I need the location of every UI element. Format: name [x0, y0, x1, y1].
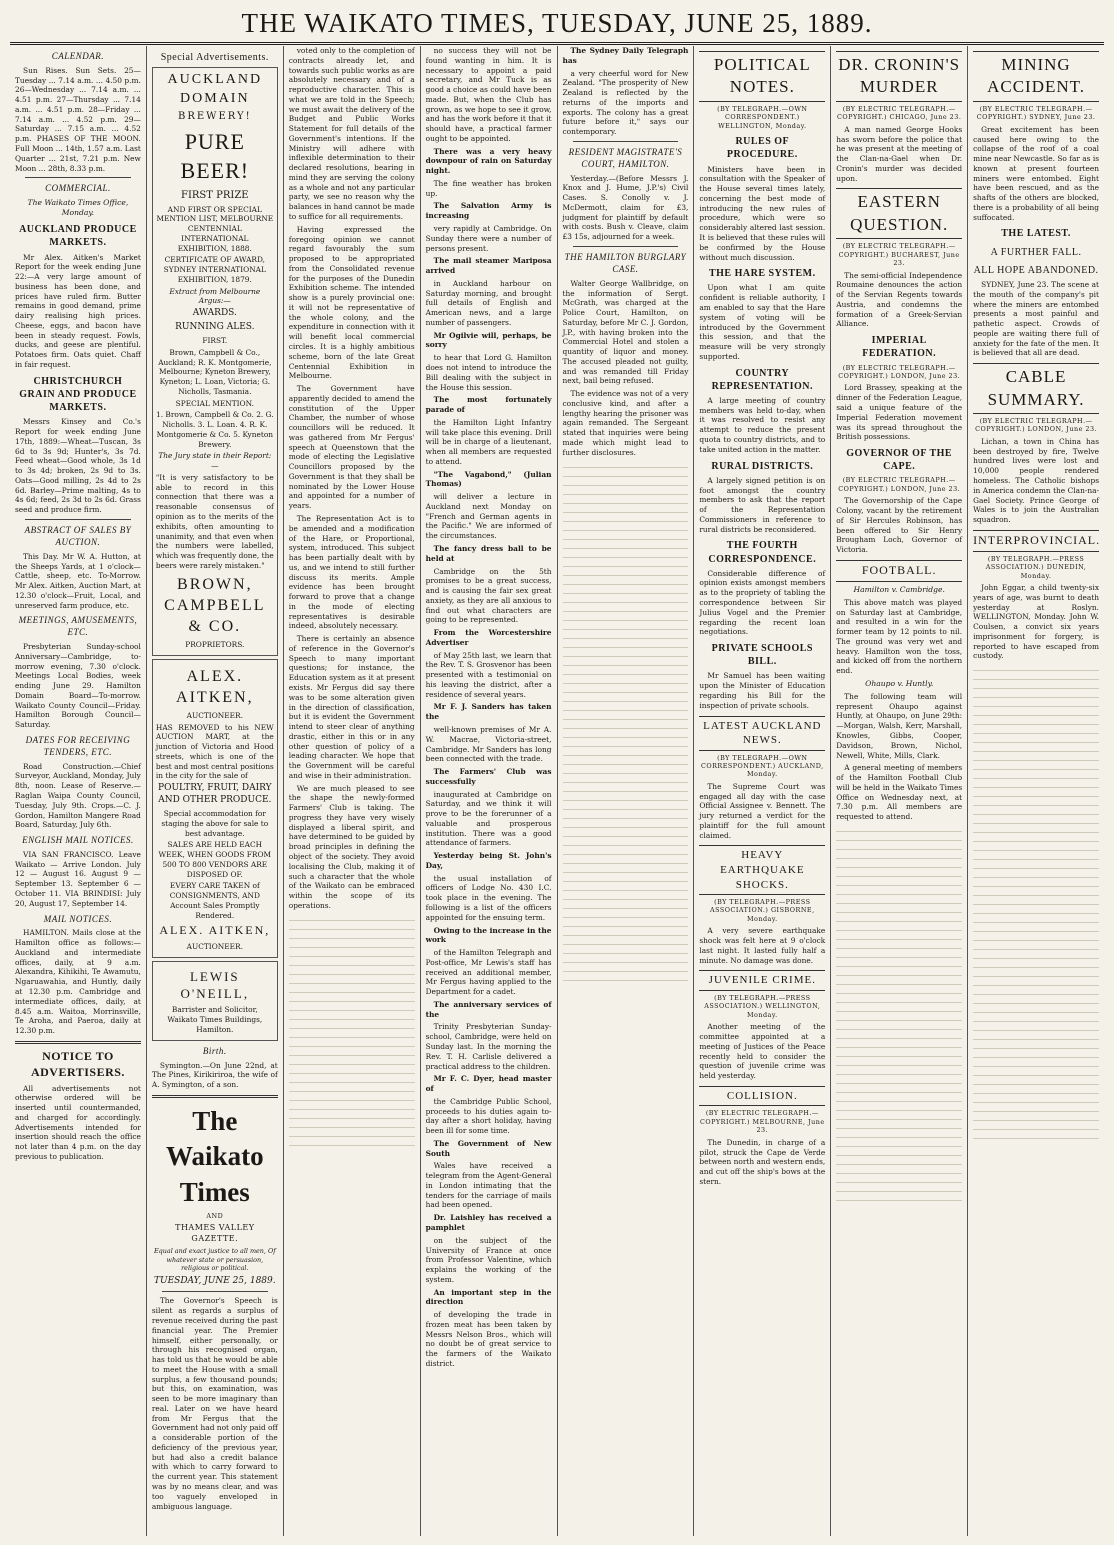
divider	[162, 1291, 268, 1292]
private-heading: PRIVATE SCHOOLS BILL.	[711, 643, 813, 668]
auckland-markets-heading: AUCKLAND PRODUCE MARKETS.	[19, 224, 137, 249]
mail-notices-text: HAMILTON. Mails close at the Hamilton office as follows:—Auckland and intermediate offices, daily, at 9 a.m. Alexandra, Kihikihi, Te Awamutu, Ngaruawahia, and Huntly, daily at 12.30 p.m. Cambridge and intermediate offices, daily, at 8.45 a.m. Waitoa, Morrinsville, Te Aroha, and Paeroa, daily at 12.30 p.m.	[15, 928, 141, 1036]
column-4	[421, 46, 558, 1536]
item-text: well-known premises of Mr A. W. Macrae, Victoria-street, Cambridge. Mr Sanders has long been connected with the trade.	[425, 725, 552, 764]
cronin-sub: (BY ELECTRIC TELEGRAPH.—COPYRIGHT.) CHICAGO, June 23.	[837, 104, 962, 122]
item-text: a very cheerful word for New Zealand. "The prosperity of New Zealand is reflected by the returns of the imports and exports. The colony has a great future before it," says our contemporary.	[562, 68, 689, 137]
item-text: the Hamilton Light Infantry will take place this evening. Drill will be in charge of a lieutenant, when all members are requested to attend.	[425, 417, 552, 466]
awards: AWARDS.	[192, 308, 237, 319]
private-text: Mr Samuel has been waiting upon the Minister of Education regarding his Bill for the inspection of private schools.	[699, 671, 826, 710]
mining-sub: (BY ELECTRIC TELEGRAPH.—COPYRIGHT.) SYDNEY, June 23.	[976, 104, 1096, 122]
meetings-heading: MEETINGS, AMUSEMENTS, ETC.	[18, 615, 138, 638]
latest-heading: THE LATEST.	[1001, 228, 1071, 240]
earthquake-heading: HEAVY EARTHQUAKE SHOCKS.	[699, 845, 825, 895]
collision-heading: COLLISION.	[699, 1086, 825, 1107]
item-text: to hear that Lord G. Hamilton does not intend to introduce the Bill dealing with the subject in the House this session.	[425, 353, 552, 392]
fourth-text: Considerable difference of opinion exists amongst members as to the propriety of tabling the correspondence between Sir Julius Vogel and the Premier regarding the recent loan negotiations.	[699, 568, 826, 637]
item-text: very rapidly at Cambridge. On Sunday there were a number of persons present.	[425, 224, 552, 253]
item-text: Trinity Presbyterian Sunday-school, Cambridge, were held on Sunday last. In the morning the Rev. T. H. Carlisle delivered a practical address to the children.	[425, 1022, 552, 1071]
cronin-text: A man named George Hooks has sworn before the police that he was present at the meeting of the Clan-na-Gael when Dr. Cronin's murder was decided upon.	[836, 124, 963, 183]
birth-heading: Birth.	[202, 1045, 227, 1056]
auckland-news-heading: LATEST AUCKLAND NEWS.	[699, 716, 825, 751]
editorial-para-4: The Representation Act is to be amended and a modification of the Hare, or Proportional, system, introduced. This subject has been partially dealt with by us, and we intend to still further discuss its merits. Ample evidence has been brought forward to prove that a change in the mode of electing representatives is desirable indeed, absolutely necessary.	[288, 513, 415, 631]
first-label: FIRST.	[202, 335, 228, 345]
column-3	[284, 46, 421, 1536]
collision-sub: (BY ELECTRIC TELEGRAPH.—COPYRIGHT.) MELBOURNE, June 23.	[699, 1109, 825, 1135]
column-2	[147, 46, 284, 1536]
sales-held: SALES ARE HELD EACH WEEK, WHEN GOODS FROM 500 TO 800 VENDORS ARE DISPOSED OF.	[158, 840, 272, 879]
item-heading: The Salvation Army is increasing	[425, 201, 552, 221]
football-meeting-text: A general meeting of members of the Hamilton Football Club will be held in the Waikato Times Office on Wednesday next, at 7.30 p.m. All members are requested to attend.	[836, 763, 963, 822]
paper-and: AND	[206, 1211, 224, 1220]
burglary-text: Walter George Wallbridge, on the information of Sergt. McGrath, was charged at the Police Court, Hamilton, on Saturday, before Mr C. J. Gordon, J.P., with having broken into the Commercial Hotel and stolen a quantity of liquor and money. The accused pleaded not guilty, and was remanded till Friday next, bail being refused.	[562, 278, 689, 386]
aitken-name: ALEX. AITKEN,	[176, 667, 254, 706]
item-heading: The most fortunately parade of	[425, 395, 552, 415]
item-text: will deliver a lecture in Auckland next Monday on "French and German agents in the Pacific." We are informed of the circumstances.	[425, 492, 552, 541]
imperial-heading: IMPERIAL FEDERATION.	[862, 335, 937, 360]
ohaupo-heading: Ohaupo v. Huntly.	[865, 678, 934, 688]
country-heading: COUNTRY REPRESENTATION.	[711, 367, 813, 392]
political-sub: (BY TELEGRAPH.—OWN CORRESPONDENT.) WELLINGTON, Monday.	[717, 104, 808, 130]
editorial-para-3: The Government have apparently decided to amend the constitution of the Upper Chamber, the number of whose councillors will be reduced. It was gathered from Mr Fergus' speech at Queenstown that the mode of electing the Legislative Councillors proposed by the Government is that they shall be nominated by the Lower House and appointed for a number of years.	[288, 384, 415, 511]
oneill-ad	[152, 961, 278, 1041]
editorial-para-6: We are much pleased to see the shape the newly-formed Farmers' Club is taking. The progress they have very wisely displayed a liberal spirit, and have determined to be guided by broad principles in defining the object of the society. They avoid localising the Club, making it of such a character that the whole of the Waikato can be embraced within the scope of its operations.	[288, 783, 415, 910]
country-text: A large meeting of country members was held to-day, when it was resolved to resist any attempt to reduce the present quota to country districts, and to take united action in the matter.	[699, 395, 826, 454]
poultry-line: POULTRY, FRUIT, DAIRY AND OTHER PRODUCE.	[158, 783, 272, 806]
interprov-text: John Eggar, a child twenty-six years of age, was burnt to death yesterday at Roslyn. WELLINGTON, Monday. John W. Coulsen, a convict six years imprisonment for forgery, is reported to have escaped from custody.	[973, 582, 1099, 661]
item-text: The fine weather has broken up.	[425, 178, 552, 198]
oneill-name: LEWIS O'NEILL,	[180, 969, 250, 1002]
special-ads-heading: Special Advertisements.	[160, 52, 269, 63]
editorial-para-2: Having expressed the foregoing opinion we cannot regard favourably the sum proposed to be appropriated from the Consolidated revenue for the purposes of the Dunedin Exhibition scheme. The intended show is a purely provincial one: it will not be representative of the whole colony, and the expenditure in connection with it will benefit local commercial circles. It is a highly ambitious scheme, born of the late Great Centennial Exhibition in Melbourne.	[288, 224, 415, 381]
jury-line: The Jury state in their Report:—	[158, 451, 272, 471]
farmers-club-continued: no success they will not be found wanting in him. It is necessary to appoint a paid secretary, and Mr Tuck is as good a choice as could have been made. But, when the Club has grown, as we hope to see it grow, and has the work before it that it should have, a practical farmer ought to be appointed.	[425, 46, 552, 143]
item-heading: "The Vagabond," (Julian Thomas)	[425, 469, 552, 489]
football-heading: FOOTBALL.	[836, 560, 962, 582]
item-text: on the subject of the University of France at once from Professor Valentine, which explains the working of the system.	[425, 1235, 552, 1284]
text-filler	[289, 917, 415, 1147]
earthquake-text: A very severe earthquake shock was felt here at 9 o'clock last night. It lasted fully half a minute. No damage was done.	[699, 926, 826, 965]
text-filler	[836, 828, 962, 1208]
cable-sub: (BY ELECTRIC TELEGRAPH.—COPYRIGHT.) LONDON, June 23.	[975, 417, 1098, 434]
interprov-heading: INTERPROVINCIAL.	[973, 530, 1099, 552]
tenders-heading: DATES FOR RECEIVING TENDERS, ETC.	[25, 734, 131, 757]
ohaupo-text: The following team will represent Ohaupo against Huntly, at Ohaupo, on June 29th:—Morgan, Walsh, Kerr, Marshall, Knowles, Gibbs, Cooper, Davidson, Brown, Nichol, Newell, White, Mills, Clark.	[836, 691, 963, 760]
auckland-markets-text: Mr Alex. Aitken's Market Report for the week ending June 22:—A very large amount of business has been done, and prices have ruled firm. Butter remains in good demand, prime dairy realising high prices. Cheese, eggs, and bacon have been in steady request. Fowls, ducks, and geese are plentiful. Potatoes firm. Oats quiet. Chaff in fair request.	[15, 252, 141, 369]
divider	[573, 141, 679, 142]
court-text: Yesterday.—(Before Messrs J. Knox and J. Hume, J.P.'s) Civil Cases. S. Conolly v. J. McDermott, claim for £3, judgment for plaintiff by default with costs. Bush v. Cleave, claim £3 15s, adjourned for a week.	[562, 173, 689, 242]
juvenile-text: Another meeting of the committee appointed at a meeting of Justices of the Peace recently held to consider the question of juvenile crime was held yesterday.	[699, 1022, 826, 1081]
first-prize-line: AND FIRST OR SPECIAL MENTION LIST, MELBOURNE CENTENNIAL INTERNATIONAL EXHIBITION, 1888.	[156, 204, 274, 253]
editorial-para-1: voted only to the completion of contracts already let, and towards such public works as are absolutely necessary and of a reproductive character. This is what we are told in the Speech; we must await the delivery of the Budget and Public Works Statement for full details of the Government's intentions. If the Ministry will adhere with inflexible determination to their declared resolutions, bearing in mind they are serving the colony as a whole and not any particular party, we see no reason why the balances in hand cannot be made to suffice for all requirements.	[288, 46, 415, 222]
column-5	[558, 46, 695, 1536]
divider	[152, 1095, 278, 1098]
hope-heading: ALL HOPE ABANDONED.	[973, 264, 1099, 276]
mail-notices-heading: MAIL NOTICES.	[43, 913, 113, 924]
text-filler	[563, 464, 689, 984]
calendar-text: Sun Rises. Sun Sets. 25—Tuesday ... 7.14 a.m. ... 4.50 p.m. 26—Wednesday ... 7.14 a.m. ... 4.51 p.m. 27—Thursday ... 7.14 a.m. ... 4.51 p.m. 28—Friday ... 7.14 a.m. ... 4.52 p.m. 29—Saturday ... 7.15 a.m. ... 4.52 p.m. PHASES OF THE MOON. Full Moon ... 14th, 1.57 a.m. Last Quarter ... 21st, 7.21 p.m. New Moon ... 28th, 8.33 p.m.	[15, 65, 141, 173]
aitken-name-2: ALEX. AITKEN,	[159, 923, 271, 938]
eastern-heading: EASTERN QUESTION.	[836, 188, 962, 239]
football-text: This above match was played on Saturday last at Cambridge, and resulted in a win for the former team by 12 points to nil. The ground was very wet and heavy. Hamilton won the toss, and kicked off from the northern end.	[836, 597, 963, 676]
jury-quote: "It is very satisfactory to be able to record in this connection that there was a reasonable consensus of opinion as to the merits of the exhibits, often amounting to unanimity, and that even when the numbers were labelled, which was frequently done, the beers were rarely mistaken."	[155, 472, 274, 570]
birth-text: Symington.—On June 22nd, at The Pines, Kirikiriroa, the wife of A. Symington, of a son.	[151, 1060, 278, 1090]
first-prize: FIRST PRIZE	[181, 190, 249, 202]
latest-text: SYDNEY, June 23. The scene at the mouth of the company's pit where the miners are entombed presents a most painful and pathetic aspect. Crowds of people are waiting there full of anxiety for the fate of the men. It is believed that all are dead.	[973, 280, 1099, 358]
column-1	[10, 46, 147, 1536]
divider	[25, 177, 131, 178]
item-heading: The mail steamer Mariposa arrived	[425, 256, 552, 276]
auckland-news-sub: (BY TELEGRAPH.—OWN CORRESPONDENT.) AUCKLAND, Monday.	[700, 753, 824, 779]
masthead-title: THE WAIKATO TIMES, TUESDAY, JUNE 25, 1889.	[241, 8, 873, 38]
aitken-auctioneer: AUCTIONEER.	[186, 710, 243, 720]
column-6	[694, 46, 831, 1536]
english-mail-heading: ENGLISH MAIL NOTICES.	[22, 835, 134, 846]
item-text: inaugurated at Cambridge on Saturday, and we think it will prove to be the forerunner of a valuable and prosperous institution. There was a good attendance of farmers.	[425, 789, 552, 848]
item-heading: Mr Ogilvie will, perhaps, be sorry	[425, 330, 552, 350]
football-sub: Hamilton v. Cambridge.	[853, 584, 945, 594]
notice-text: All advertisements not otherwise ordered will be inserted until countermanded, and charged for accordingly. Advertisements intended for insertion should reach the office not later than 4 p.m. on the day previous to publication.	[15, 1083, 141, 1161]
cable-heading: CABLE SUMMARY.	[973, 363, 1099, 414]
abstract-heading: ABSTRACT OF SALES BY AUCTION.	[24, 524, 132, 547]
commercial-heading: COMMERCIAL.	[45, 183, 111, 194]
notice-heading: NOTICE TO ADVERTISERS.	[30, 1048, 125, 1079]
brewery-label: BREWERY!	[178, 111, 252, 123]
hare-heading: THE HARE SYSTEM.	[708, 268, 816, 280]
item-text: of May 25th last, we learn that the Rev. T. S. Grosvenor has been presented with a testimonial on his leaving the district, after a residence of several years.	[425, 650, 552, 699]
item-text: in Auckland harbour on Saturday morning, and brought full details of English and American news, and a large number of passengers.	[425, 278, 552, 327]
christchurch-text: Messrs Kinsey and Co.'s Report for week ending June 17th, 1889:—Wheat—Tuscan, 3s 6d to 3s 9d; Hunter's, 3s 7d. Feed wheat—Good whole, 3s 1d to 3s 4d; broken, 2s 9d to 3s. Oats—Good milling, 2s 4d to 2s 6d. Barley—Prime malting, 4s to 4s 6d; feed, 2s 3d to 2s 6d. Grass seed and produce firm.	[15, 417, 141, 515]
brewery-ad	[152, 67, 278, 655]
editorial-text: The Governor's Speech is silent as regards a surplus of revenue received during the past financial year. The Premier himself, either personally, or through his recognised organ, has told us that he would be able to meet the House with a small surplus, a few thousand pounds; but this, on examination, was seen to be more imaginary than real. Later on we have heard from Mr Fergus that the Government had not only paid off a considerable portion of the deficiency of the previous year, but had also a credit balance with which to carry forward to the current year. This statement was by no means clear, and was too vaguely enveloped in ambiguous language.	[151, 1296, 278, 1511]
editorial-para-5: There is certainly an absence of reference in the Governor's Speech to many important questions; for instance, the Education system as it at present exists. Mr Fergus did say there was to be some alteration given in the direction of classification, but it is evident the Government intend to steer clear of anything drastic, either in this or in any other question of policy of a leading character. We hope that the Government will be careful and wise in their administration.	[288, 634, 415, 780]
special-list: 1. Brown, Campbell & Co. 2. G. Nicholls. 3. L. Loan. 4. R. K. Montgomerie & Co. 5. Kyneton Brewery.	[156, 410, 274, 449]
item-text: the usual installation of officers of Lodge No. 430 I.C. took place in the evening. The following is a list of the officers appointed for the ensuing term.	[425, 873, 552, 922]
interprov-sub: (BY TELEGRAPH.—PRESS ASSOCIATION.) DUNEDIN, Monday.	[985, 554, 1087, 580]
item-heading: An important step in the direction	[425, 1287, 552, 1307]
calendar-heading: CALENDAR.	[51, 51, 105, 61]
aitken-ad	[152, 659, 278, 958]
proprietors: PROPRIETORS.	[185, 639, 245, 649]
paper-motto: Equal and exact justice to all men, Of whatever state or persuasion, religious or political.	[154, 1247, 276, 1273]
aitken-body: HAS REMOVED to his NEW AUCTION MART, at the junction of Victoria and Hood streets, which is one of the best and most central positions in the city for the sale of	[155, 722, 274, 781]
item-heading: From the Worcestershire Advertiser	[425, 628, 552, 647]
columns	[10, 46, 1104, 1536]
item-text: of developing the trade in frozen meat has been taken by Messrs Nelson Bros., which will no doubt be of great service to the farmers of the Waikato district.	[425, 1310, 552, 1368]
paper-subtitle: THAMES VALLEY GAZETTE.	[175, 1223, 255, 1243]
burglary-text-2: The evidence was not of a very conclusive kind, and after a lengthy hearing the prisoner was again remanded. The Sergeant stated that inquiries were being made which might lead to further disclosures.	[562, 389, 689, 457]
rural-heading: RURAL DISTRICTS.	[711, 460, 814, 472]
further-heading: A FURTHER FALL.	[990, 246, 1082, 258]
divider	[15, 1041, 141, 1044]
aitken-auctioneer-2: AUCTIONEER.	[186, 942, 243, 952]
column-7	[831, 46, 968, 1536]
certificate: CERTIFICATE OF AWARD, SYDNEY INTERNATIONAL EXHIBITION, 1879.	[163, 255, 266, 284]
governor-sub: (BY ELECTRIC TELEGRAPH.—COPYRIGHT.) LONDON, June 23.	[838, 476, 961, 493]
abstract-text: This Day. Mr W. A. Hutton, at the Sheeps Yards, at 1 o'clock—Cattle, sheep, etc. To-Morrow. Mr Alex. Aitken, Auction Mart, at 12.30 o'clock—Fruit, Local, and unreserved farm produce, etc.	[15, 551, 141, 610]
item-heading: The Sydney Daily Telegraph has	[562, 46, 689, 65]
divider	[25, 519, 131, 520]
collision-text: The Dunedin, in charge of a pilot, struck the Cape de Verde between north and western ends, and cut off the ship's bows at the stern.	[699, 1137, 826, 1186]
running-ales: RUNNING ALES.	[175, 322, 255, 333]
rules-heading: RULES OF PROCEDURE.	[726, 136, 798, 161]
tenders-text: Road Construction.—Chief Surveyor, Auckland, Monday, July 8th, noon. Lease of Reserve.—Raglan Waipa County Council, Tuesday, July 9th. Crops.—C. J. Gordon, Hamilton Mangere Road Board, Saturday, July 6th.	[15, 761, 141, 830]
item-text: Wales have received a telegram from the Agent-General in London intimating that the tenders for the carriage of mails had been opened.	[425, 1161, 552, 1210]
governor-heading: GOVERNOR OF THE CAPE.	[846, 448, 953, 473]
imperial-sub: (BY ELECTRIC TELEGRAPH.—COPYRIGHT.) LONDON, June 23.	[838, 363, 961, 381]
governor-text: The Governorship of the Cape Colony, vacant by the retirement of Sir Hercules Robinson, has been offered to Sir Henry Brougham Loch, Governor of Victoria.	[836, 496, 963, 555]
item-heading: Yesterday being St. John's Day,	[425, 851, 552, 870]
item-heading: The fancy dress ball to be held at	[425, 543, 552, 563]
english-mail-text: VIA SAN FRANCISCO. Leave Waikato — Arrive London. July 12 — August 16. August 9 — September 13. September 6 — October 11. VIA BRINDISI: July 20, August 17, September 14.	[15, 849, 141, 908]
juvenile-heading: JUVENILE CRIME.	[699, 970, 825, 991]
item-heading: Mr F. C. Dyer, head master of	[425, 1074, 552, 1094]
mining-heading: MINING ACCIDENT.	[973, 51, 1099, 102]
juvenile-sub: (BY TELEGRAPH.—PRESS ASSOCIATION.) WELLINGTON, Monday.	[704, 993, 821, 1019]
cronin-heading: DR. CRONIN'S MURDER	[836, 51, 962, 102]
special-mention: SPECIAL MENTION.	[175, 398, 254, 408]
christchurch-heading: CHRISTCHURCH GRAIN AND PRODUCE MARKETS.	[19, 375, 137, 414]
item-heading: Mr F. J. Sanders has taken the	[425, 702, 552, 722]
first-list: Brown, Campbell & Co., Auckland; R. K. Montgomerie, Melbourne; Kyneton Brewery, Kyneton; L. Loan, Victoria; G. Nicholls, Tasmania.	[158, 347, 272, 396]
item-text: the Cambridge Public School, proceeds to his duties again to-day after a short holiday, having been ill for some time.	[425, 1096, 552, 1136]
rules-text: Ministers have been in consultation with the Speaker of the House several times lately, concerning the best mode of introducing the new rules of procedure, which were so considerably altered last session. It is believed that these rules will be confirmed by the House without much discussion.	[699, 164, 826, 262]
earthquake-sub: (BY TELEGRAPH.—PRESS ASSOCIATION.) GISBORNE, Monday.	[710, 898, 815, 923]
item-heading: Dr. Laishley has received a pamphlet	[425, 1213, 552, 1232]
item-heading: The Farmers' Club was successfully	[425, 767, 552, 786]
column-8	[968, 46, 1104, 1536]
item-heading: The anniversary services of the	[425, 999, 552, 1019]
auckland-news-text: The Supreme Court was engaged all day with the case Official Assignee v. Bennett. The jury returned a verdict for the plaintiff for the full amount claimed.	[699, 781, 826, 840]
item-text: Cambridge on the 5th promises to be a great success, and is causing the fair sex great anxiety, as they are all anxious to find out what characters are going to be represented.	[425, 566, 552, 625]
imperial-text: Lord Brassey, speaking at the dinner of the Federation League, said a unique feature of the Imperial Federation movement was its spread throughout the British possessions.	[836, 383, 963, 442]
item-text: of the Hamilton Telegraph and Post-office, Mr Lewis's staff has received an additional member, Mr Fergus having applied to the Department for a cadet.	[425, 948, 552, 997]
eastern-sub: (BY ELECTRIC TELEGRAPH.—COPYRIGHT.) BUCHAREST, June 23.	[838, 242, 960, 268]
special-accom: Special accommodation for staging the above for sale to best advantage.	[161, 809, 269, 838]
text-filler	[973, 667, 1099, 1147]
rural-text: A largely signed petition is on foot amongst the country members to ask that the report of the Representation Commissioners in reference to rural districts be reconsidered.	[699, 475, 826, 534]
extract: Extract from Melbourne Argus:—	[169, 286, 261, 306]
masthead	[10, 8, 1104, 45]
fourth-heading: THE FOURTH CORRESPONDENCE.	[708, 540, 817, 565]
domain-title: AUCKLAND DOMAIN	[167, 72, 263, 106]
oneill-body: Barrister and Solicitor, Waikato Times Buildings, Hamilton.	[167, 1005, 263, 1034]
brown-campbell: BROWN, CAMPBELL & CO.	[164, 575, 266, 635]
meetings-text: Presbyterian Sunday-school Anniversary—Cambridge, to-morrow evening, 7.30 o'clock. Meetings Local Bodies, week ending June 29. Hamilton Domain Board—To-morrow. Waikato County Council—Friday. Hamilton Borough Council—Saturday.	[15, 642, 141, 730]
paper-date: TUESDAY, JUNE 25, 1889.	[154, 1275, 276, 1286]
pure-beer: PURE BEER!	[180, 129, 250, 184]
divider	[573, 246, 679, 247]
political-heading: POLITICAL NOTES.	[699, 51, 825, 102]
commercial-office-line: The Waikato Times Office, Monday.	[27, 198, 129, 218]
item-heading: There was a very heavy downpour of rain on Saturday night.	[425, 146, 552, 176]
item-heading: The Government of New South	[425, 1138, 552, 1158]
hare-text: Upon what I am quite confident is reliable authority, I am enabled to say that the Hare system of voting will be introduced by the Government this session, and that the measure will be very strongly supported.	[699, 283, 826, 361]
court-heading: RESIDENT MAGISTRATE'S COURT, HAMILTON.	[568, 146, 683, 169]
cable-text: Lichan, a town in China has been destroyed by fire, Twelve hundred lives were lost and 10,000 people rendered homeless. The Catholic bishops in America condemn the Clan-na-Gael Society. Prince George of Wales is to join the Australian squadron.	[973, 436, 1099, 525]
burglary-heading: THE HAMILTON BURGLARY CASE.	[564, 252, 687, 274]
item-heading: Owing to the increase in the work	[425, 925, 552, 945]
mining-text: Great excitement has been caused here owing to the collapse of the roof of a coal mine near Newcastle. So far as is known at present fourteen miners were entombed. Eight have been rescued, and as the shafts of the others are blocked, there is a probability of all being suffocated.	[973, 124, 1099, 222]
eastern-text: The semi-official Independence Roumaine denounces the action of the Servian Regents towards Austria, and condemns the formation of a Greek-Servian Alliance.	[836, 270, 963, 329]
every-care: EVERY CARE TAKEN of CONSIGNMENTS, AND Account Sales Promptly Rendered.	[169, 881, 260, 920]
paper-title: The Waikato Times	[166, 1105, 264, 1208]
